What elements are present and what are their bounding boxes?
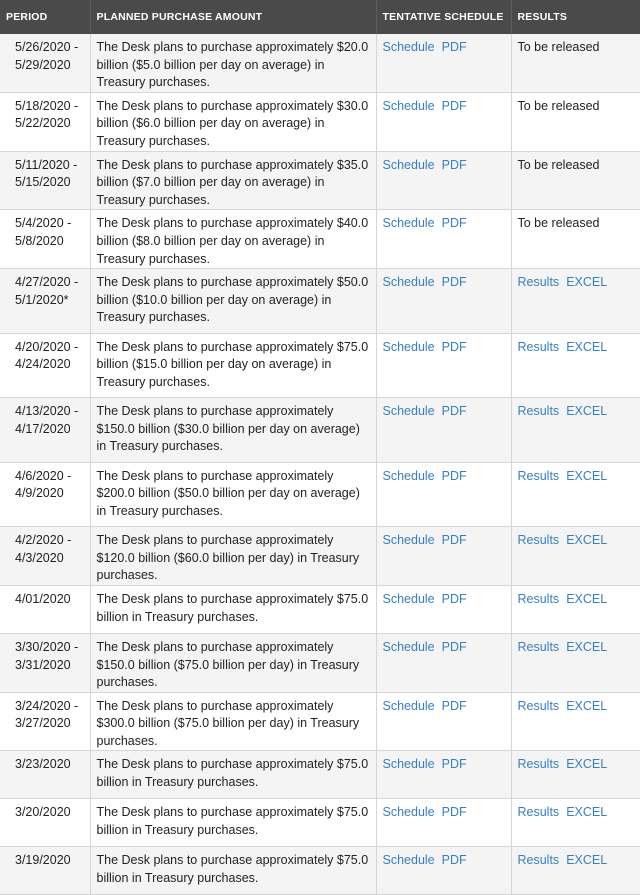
table-row: [0, 633, 640, 692]
results-link[interactable]: Results: [517, 404, 560, 419]
table-row: [0, 269, 640, 334]
schedule-link[interactable]: Schedule: [382, 533, 435, 548]
results-cell: [511, 462, 640, 527]
period-cell: 4/27/2020 - 5/1/2020*: [0, 269, 90, 334]
planned-amount-cell: The Desk plans to purchase approximately $40.0 billion ($8.0 billion per day on average) in Treasury purchases.: [90, 210, 376, 269]
header-tentative-schedule: TENTATIVE SCHEDULE: [376, 0, 511, 34]
schedule-link[interactable]: Schedule: [382, 40, 435, 54]
period-cell: 3/24/2020 - 3/27/2020: [0, 692, 90, 751]
schedule-link[interactable]: Schedule: [382, 339, 435, 354]
planned-amount-cell: The Desk plans to purchase approximately $120.0 billion ($60.0 billion per day) in Treasury purchases.: [90, 527, 376, 586]
excel-link[interactable]: EXCEL: [566, 591, 608, 606]
planned-amount-cell: The Desk plans to purchase approximately $75.0 billion ($15.0 billion per day on average) in Treasury purchases.: [90, 333, 376, 398]
table-row: [0, 398, 640, 463]
table-header: [0, 0, 640, 34]
results-cell: [511, 210, 640, 269]
results-cell: [511, 92, 640, 151]
period-cell: 3/19/2020: [0, 847, 90, 895]
results-cell: [511, 633, 640, 692]
table-row: [0, 333, 640, 398]
results-cell: [511, 751, 640, 799]
table-row: [0, 692, 640, 751]
pdf-link[interactable]: PDF: [441, 698, 467, 713]
planned-amount-cell: The Desk plans to purchase approximately $300.0 billion ($75.0 billion per day) in Treasury purchases.: [90, 692, 376, 751]
results-cell: [511, 585, 640, 633]
table-row: [0, 151, 640, 210]
schedule-link[interactable]: Schedule: [382, 157, 435, 172]
pdf-link[interactable]: PDF: [441, 591, 467, 606]
planned-amount-cell: The Desk plans to purchase approximately $75.0 billion in Treasury purchases.: [90, 585, 376, 633]
results-status: To be released: [517, 157, 600, 172]
schedule-link[interactable]: Schedule: [382, 591, 435, 606]
results-cell: [511, 527, 640, 586]
results-link[interactable]: Results: [517, 805, 560, 820]
planned-amount-cell: The Desk plans to purchase approximately $150.0 billion ($30.0 billion per day on average) in Treasury purchases.: [90, 398, 376, 463]
schedule-cell: [376, 333, 511, 398]
schedule-cell: [376, 692, 511, 751]
results-status: To be released: [517, 98, 600, 113]
results-link[interactable]: Results: [517, 698, 560, 713]
schedule-link[interactable]: Schedule: [382, 216, 435, 231]
results-status: To be released: [517, 216, 600, 231]
schedule-link[interactable]: Schedule: [382, 468, 435, 483]
results-cell: [511, 34, 640, 92]
schedule-link[interactable]: Schedule: [382, 805, 435, 820]
schedule-cell: [376, 269, 511, 334]
excel-link[interactable]: EXCEL: [566, 639, 608, 654]
planned-amount-cell: The Desk plans to purchase approximately $75.0 billion in Treasury purchases.: [90, 799, 376, 847]
table-row: [0, 92, 640, 151]
results-cell: [511, 269, 640, 334]
excel-link[interactable]: EXCEL: [566, 468, 608, 483]
period-cell: 5/18/2020 - 5/22/2020: [0, 92, 90, 151]
results-link[interactable]: Results: [517, 339, 560, 354]
schedule-link[interactable]: Schedule: [382, 275, 435, 290]
schedule-link[interactable]: Schedule: [382, 639, 435, 654]
table-row: [0, 585, 640, 633]
results-status: To be released: [517, 40, 600, 54]
table-row: [0, 751, 640, 799]
results-cell: [511, 799, 640, 847]
results-cell: [511, 398, 640, 463]
period-cell: 5/4/2020 - 5/8/2020: [0, 210, 90, 269]
excel-link[interactable]: EXCEL: [566, 339, 608, 354]
excel-link[interactable]: EXCEL: [566, 404, 608, 419]
table-row: [0, 462, 640, 527]
excel-link[interactable]: EXCEL: [566, 698, 608, 713]
planned-amount-cell: The Desk plans to purchase approximately $150.0 billion ($75.0 billion per day) in Treasury purchases.: [90, 633, 376, 692]
pdf-link[interactable]: PDF: [441, 639, 467, 654]
results-cell: [511, 333, 640, 398]
schedule-cell: [376, 151, 511, 210]
header-results: RESULTS: [511, 0, 640, 34]
header-period: PERIOD: [0, 0, 90, 34]
pdf-link[interactable]: PDF: [441, 157, 467, 172]
schedule-cell: [376, 751, 511, 799]
pdf-link[interactable]: PDF: [441, 339, 467, 354]
pdf-link[interactable]: PDF: [441, 404, 467, 419]
table-row: [0, 34, 640, 92]
planned-amount-cell: The Desk plans to purchase approximately $20.0 billion ($5.0 billion per day on average) in Treasury purchases.: [90, 34, 376, 92]
schedule-cell: [376, 633, 511, 692]
period-cell: 3/30/2020 - 3/31/2020: [0, 633, 90, 692]
planned-amount-cell: The Desk plans to purchase approximately $200.0 billion ($50.0 billion per day on average) in Treasury purchases.: [90, 462, 376, 527]
excel-link[interactable]: EXCEL: [566, 275, 608, 290]
results-cell: [511, 151, 640, 210]
pdf-link[interactable]: PDF: [441, 98, 467, 113]
schedule-cell: [376, 585, 511, 633]
planned-amount-cell: The Desk plans to purchase approximately $75.0 billion in Treasury purchases.: [90, 751, 376, 799]
table-row: [0, 210, 640, 269]
period-cell: 4/01/2020: [0, 585, 90, 633]
period-cell: 5/11/2020 - 5/15/2020: [0, 151, 90, 210]
period-cell: 4/20/2020 - 4/24/2020: [0, 333, 90, 398]
schedule-link[interactable]: Schedule: [382, 757, 435, 772]
schedule-link[interactable]: Schedule: [382, 404, 435, 419]
table-row: [0, 527, 640, 586]
results-link[interactable]: Results: [517, 275, 560, 290]
results-link[interactable]: Results: [517, 468, 560, 483]
period-cell: 4/6/2020 - 4/9/2020: [0, 462, 90, 527]
table-row: [0, 847, 640, 895]
excel-link[interactable]: EXCEL: [566, 757, 608, 772]
schedule-cell: [376, 92, 511, 151]
schedule-cell: [376, 210, 511, 269]
period-cell: 4/2/2020 - 4/3/2020: [0, 527, 90, 586]
planned-amount-cell: The Desk plans to purchase approximately $30.0 billion ($6.0 billion per day on average) in Treasury purchases.: [90, 92, 376, 151]
pdf-link[interactable]: PDF: [441, 468, 467, 483]
pdf-link[interactable]: PDF: [441, 216, 467, 231]
schedule-cell: [376, 34, 511, 92]
period-cell: 3/20/2020: [0, 799, 90, 847]
planned-amount-cell: The Desk plans to purchase approximately $35.0 billion ($7.0 billion per day on average) in Treasury purchases.: [90, 151, 376, 210]
schedule-cell: [376, 799, 511, 847]
schedule-cell: [376, 462, 511, 527]
period-cell: 4/13/2020 - 4/17/2020: [0, 398, 90, 463]
results-link[interactable]: Results: [517, 853, 560, 868]
period-cell: 3/23/2020: [0, 751, 90, 799]
planned-amount-cell: The Desk plans to purchase approximately $50.0 billion ($10.0 billion per day on average) in Treasury purchases.: [90, 269, 376, 334]
schedule-cell: [376, 847, 511, 895]
planned-amount-cell: The Desk plans to purchase approximately $75.0 billion in Treasury purchases.: [90, 847, 376, 895]
results-link[interactable]: Results: [517, 533, 560, 548]
excel-link[interactable]: EXCEL: [566, 533, 608, 548]
pdf-link[interactable]: PDF: [441, 533, 467, 548]
pdf-link[interactable]: PDF: [441, 757, 467, 772]
period-cell: 5/26/2020 - 5/29/2020: [0, 34, 90, 92]
schedule-link[interactable]: Schedule: [382, 853, 435, 868]
table-row: [0, 799, 640, 847]
schedule-cell: [376, 527, 511, 586]
excel-link[interactable]: EXCEL: [566, 853, 608, 868]
schedule-link[interactable]: Schedule: [382, 98, 435, 113]
excel-link[interactable]: EXCEL: [566, 805, 608, 820]
pdf-link[interactable]: PDF: [441, 40, 467, 54]
results-link[interactable]: Results: [517, 591, 560, 606]
pdf-link[interactable]: PDF: [441, 853, 467, 868]
results-cell: [511, 847, 640, 895]
results-link[interactable]: Results: [517, 757, 560, 772]
results-link[interactable]: Results: [517, 639, 560, 654]
pdf-link[interactable]: PDF: [441, 805, 467, 820]
header-planned-amount: PLANNED PURCHASE AMOUNT: [90, 0, 376, 34]
schedule-cell: [376, 398, 511, 463]
table-body: [0, 34, 640, 895]
results-cell: [511, 692, 640, 751]
schedule-link[interactable]: Schedule: [382, 698, 435, 713]
pdf-link[interactable]: PDF: [441, 275, 467, 290]
